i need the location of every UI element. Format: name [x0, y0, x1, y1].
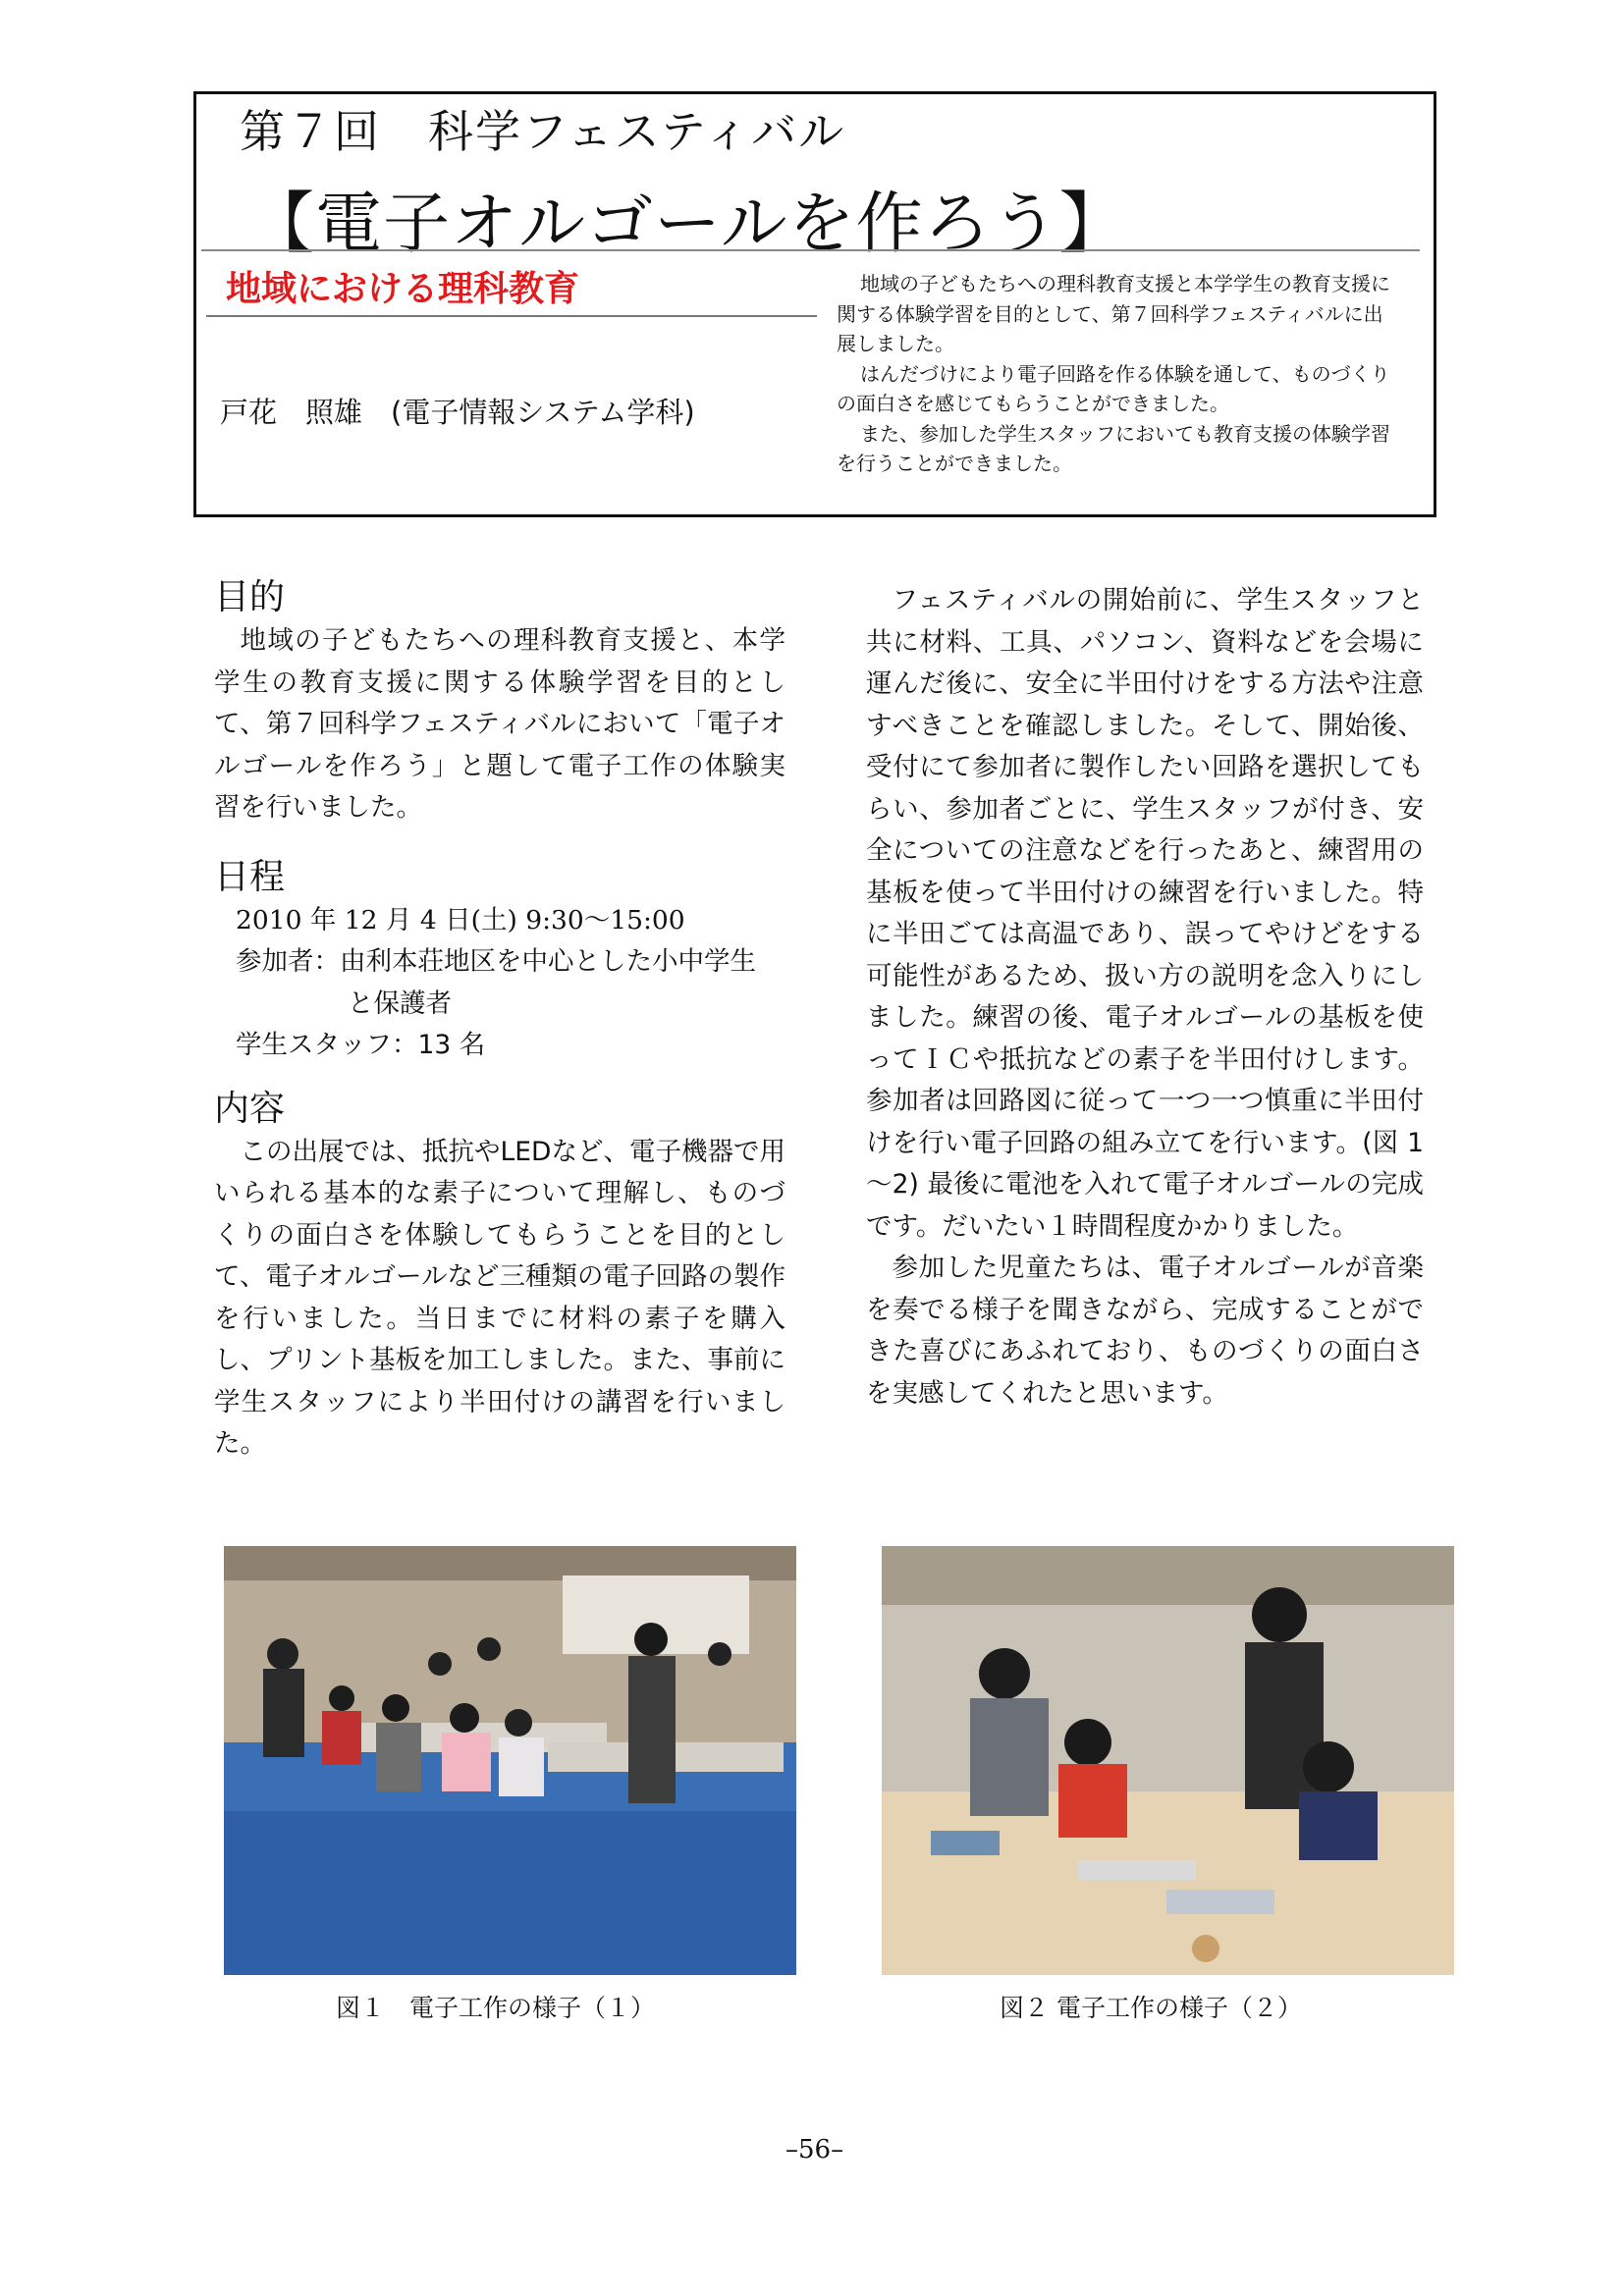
purpose-body: 地域の子どもたちへの理科教育支援と、本学学生の教育支援に関する体験学習を目的として、第７回科学フェスティバルにおいて「電子オルゴールを作ろう」と題して電子工作の体験実習を行いました。 [214, 625, 785, 823]
header-divider [201, 249, 1420, 251]
right-column [866, 580, 1424, 1415]
series-title: 第７回 科学フェスティバル [240, 105, 846, 158]
author-line: 戸花 照雄 (電子情報システム学科) [220, 396, 695, 429]
abstract [837, 269, 1396, 479]
figure-photo-1 [224, 1546, 796, 1975]
header-box [193, 91, 1436, 517]
figure-photo-2 [882, 1546, 1454, 1975]
page-number: –56– [785, 2135, 844, 2164]
article-subtitle: 地域における理科教育 [226, 269, 580, 309]
figure-caption-1: 図１ 電子工作の様子（１） [336, 1994, 656, 2022]
subtitle-divider [206, 315, 817, 317]
schedule-participants: 参加者：由利本荘地区を中心とした小中学生 [236, 946, 756, 977]
schedule-date: 2010 年 12 月 4 日(土) 9:30～15:00 [236, 904, 685, 935]
left-column [214, 575, 785, 1466]
right-paragraph-2: 参加した児童たちは、電子オルゴールが音楽を奏でる様子を聞きながら、完成することができた喜びにあふれており、ものづくりの面白さを実感してくれたと思います。 [866, 1253, 1424, 1409]
workshop-room-photo [224, 1546, 796, 1975]
article-title: 【電子オルゴールを作ろう】 [247, 186, 1127, 263]
soldering-photo [882, 1546, 1454, 1975]
abstract-paragraph: また、参加した学生スタッフにおいても教育支援の体験学習を行うことができました。 [837, 421, 1390, 475]
abstract-paragraph: 地域の子どもたちへの理科教育支援と本学学生の教育支援に関する体験学習を目的として、第７回科学フェスティバルに出展しました。 [837, 272, 1390, 355]
section-heading-schedule: 日程 [214, 856, 286, 897]
section-heading-purpose: 目的 [214, 577, 286, 617]
figure-caption-2: 図２ 電子工作の様子（２） [1000, 1994, 1302, 2022]
schedule-staff: 学生スタッフ：13 名 [236, 1030, 486, 1060]
abstract-paragraph: はんだづけにより電子回路を作る体験を通して、ものづくりの面白さを感じてもらうことができました。 [837, 361, 1390, 415]
section-heading-content: 内容 [214, 1088, 286, 1129]
schedule-participants-cont: と保護者 [348, 988, 452, 1019]
right-paragraph-1: フェスティバルの開始前に、学生スタッフと共に材料、工具、パソコン、資料などを会場に運んだ後に、安全に半田付けをする方法や注意すべきことを確認しました。そして、開始後、受付にて参加者に製作したい回路を選択してもらい、参加者ごとに、学生スタッフが付き、安全についての注意などを行ったあと、練習用の基板を使って半田付けの練習を行いました。特に半田ごては高温であり、誤ってやけどをする可能性があるため、扱い方の説明を念入りにしました。練習の後、電子オルゴールの基板を使ってＩＣや抵抗などの素子を半田付けします。参加者は回路図に従って一つ一つ慎重に半田付けを行い電子回路の組み立てを行います。(図 1～2) 最後に電池を入れて電子オルゴールの完成です。だいたい１時間程度かかりました。 [866, 585, 1424, 1242]
content-body: この出展では、抵抗やLEDなど、電子機器で用いられる基本的な素子について理解し、ものづくりの面白さを体験してもらうことを目的として、電子オルゴールなど三種類の電子回路の製作を行いました。当日までに材料の素子を購入し、プリント基板を加工しました。また、事前に学生スタッフにより半田付けの講習を行いました。 [214, 1136, 785, 1459]
